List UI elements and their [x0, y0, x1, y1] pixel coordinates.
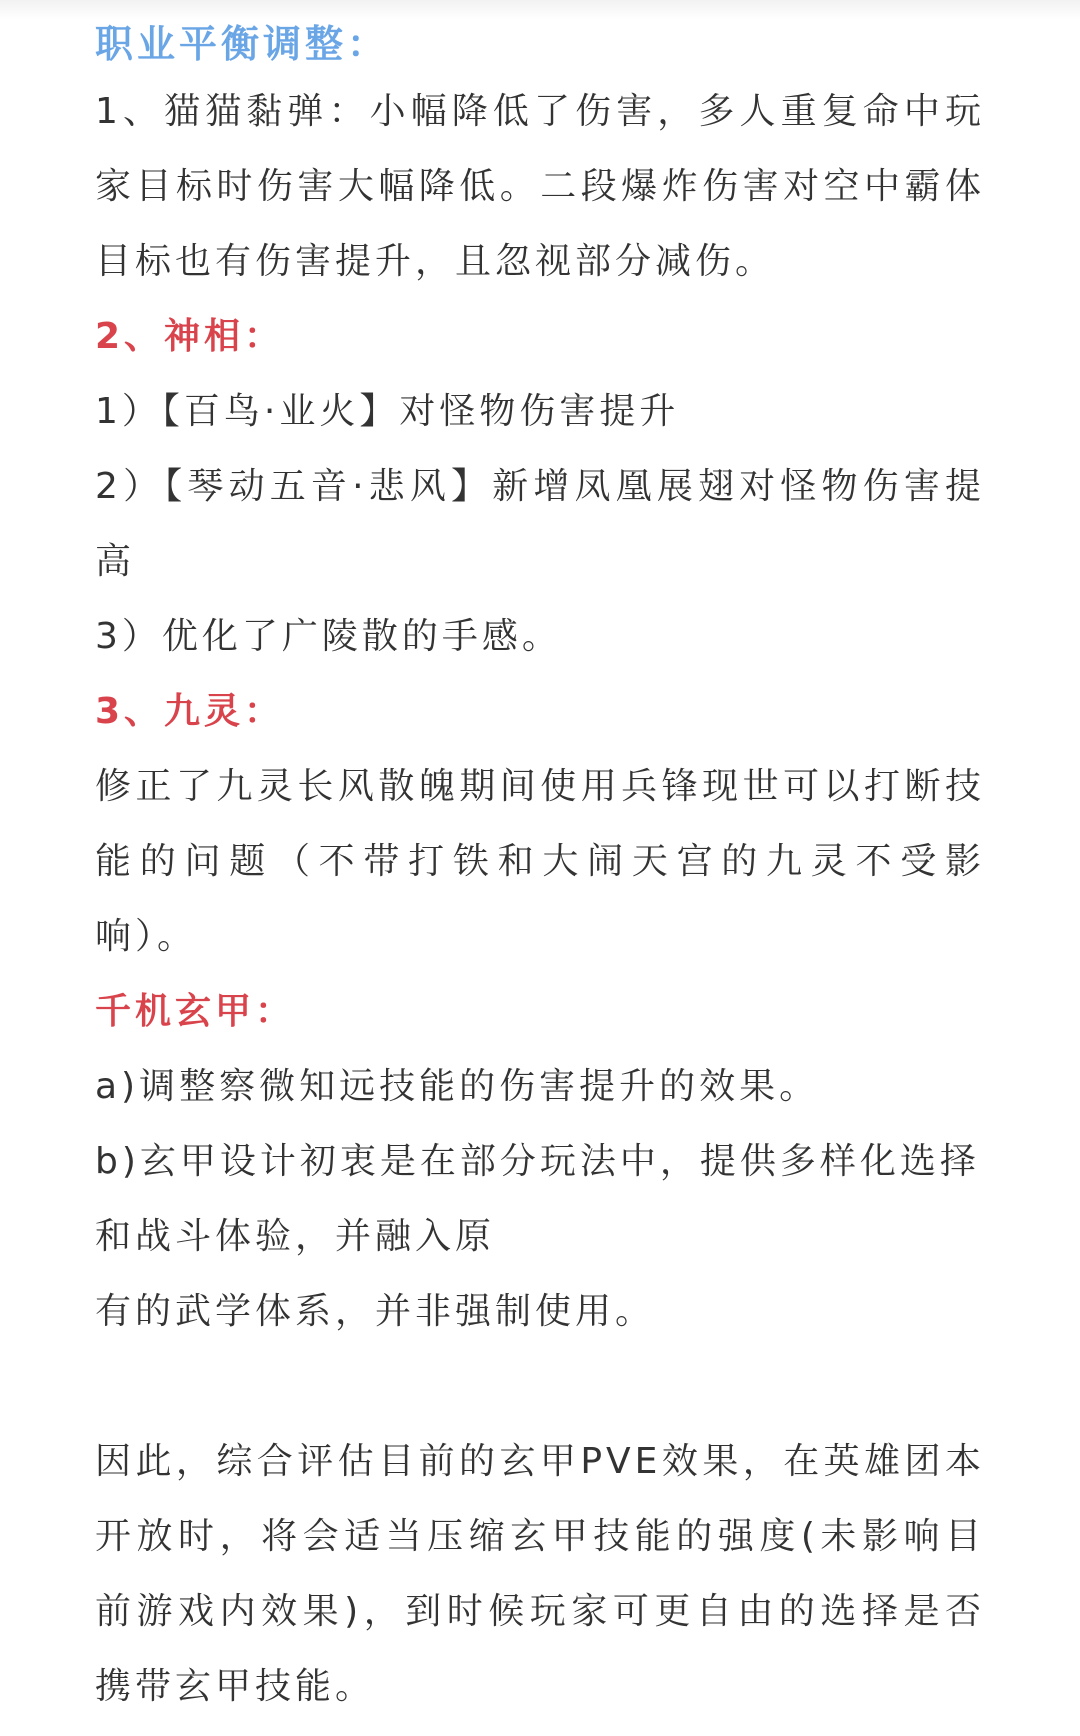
shenxiang-point-2: 2）【琴动五音·悲风】新增凤凰展翅对怪物伤害提高 [95, 466, 985, 582]
qianji-point-b-line1 [95, 1124, 985, 1274]
section-title: 职业平衡调整： [95, 22, 390, 66]
jiuling-paragraph: 修正了九灵长风散魄期间使用兵锋现世可以打断技能的问题（不带打铁和大闹天宫的九灵不受影响）。 [95, 766, 985, 957]
qianji-point-b-text: b)玄甲设计初衷是在部分玩法中，提供多样化选择 和战斗体验，并融入原 [95, 1141, 980, 1257]
shenxiang-point-1: 1）【百鸟·业火】对怪物伤害提升 [95, 391, 680, 432]
shenxiang-point-3: 3）优化了广陵散的手感。 [95, 616, 562, 657]
qianji-heading: 千机玄甲： [95, 991, 296, 1032]
qianji-point-a: a)调整察微知远技能的伤害提升的效果。 [95, 1066, 820, 1107]
article-content [95, 14, 985, 1724]
paragraph-gap [95, 1349, 985, 1424]
conclusion-paragraph: 因此，综合评估目前的玄甲PVE效果，在英雄团本开放时，将会适当压缩玄甲技能的强度(未影响目前游戏内效果)，到时候玩家可更自由的选择是否携带玄甲技能。 [95, 1441, 985, 1707]
shenxiang-heading: 2、神相： [95, 316, 285, 357]
qianji-point-b-line2: 有的武学体系，并非强制使用。 [95, 1291, 656, 1332]
item1-paragraph: 1、猫猫黏弹：小幅降低了伤害，多人重复命中玩家目标时伤害大幅降低。二段爆炸伤害对空中霸体目标也有伤害提升，且忽视部分减伤。 [95, 91, 985, 282]
jiuling-heading: 3、九灵： [95, 691, 285, 732]
